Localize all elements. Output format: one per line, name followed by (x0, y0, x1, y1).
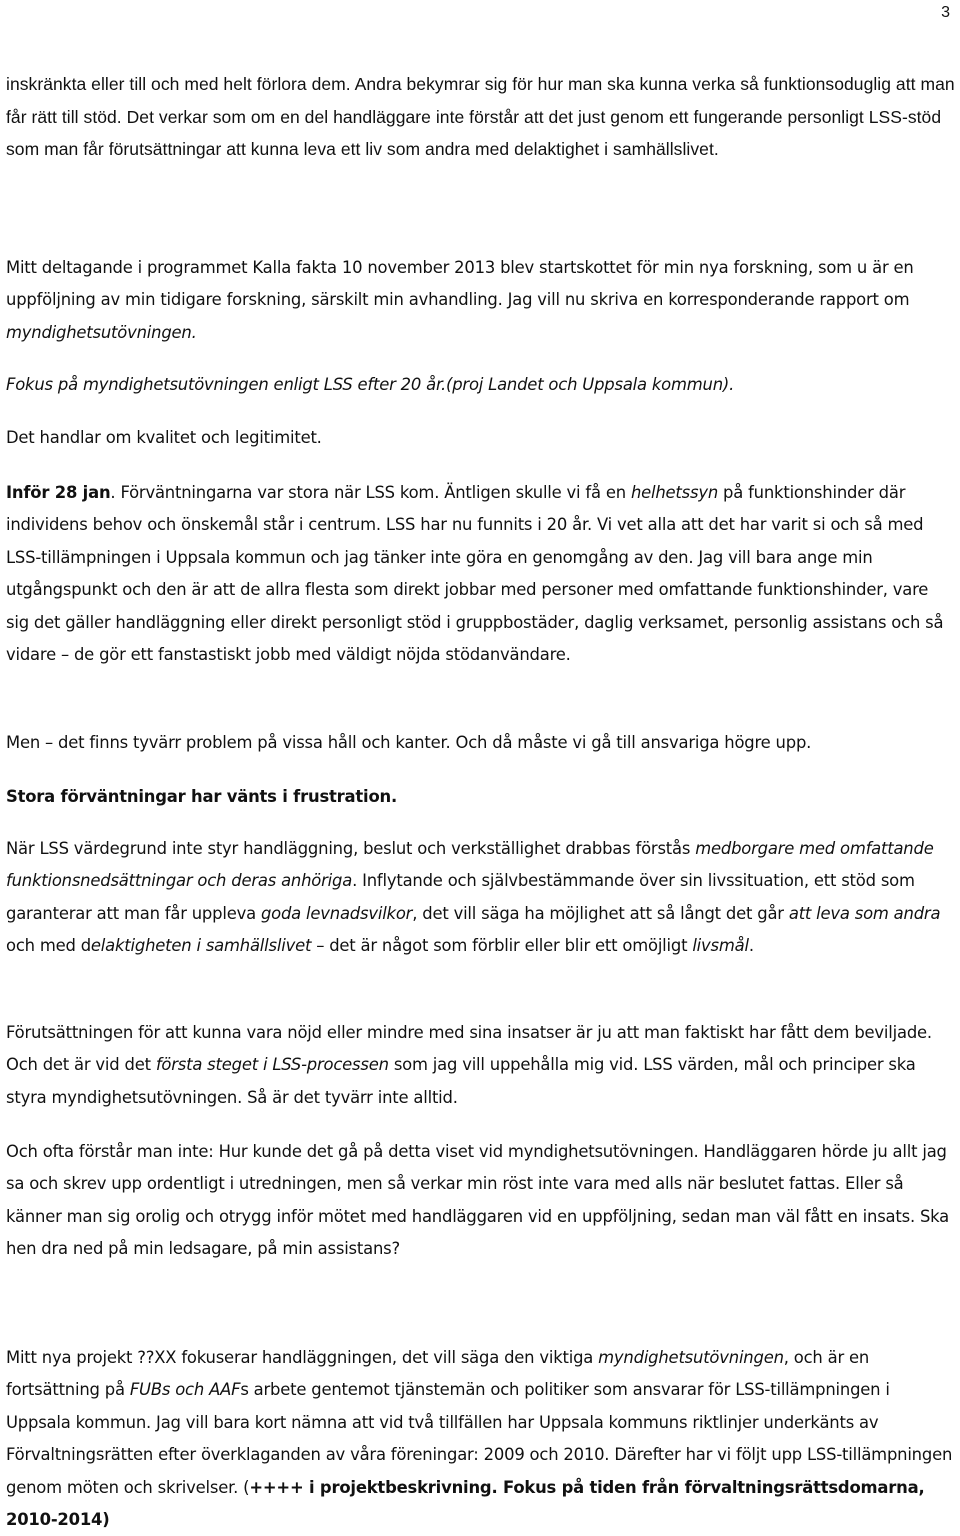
italic-text: myndighetsutövningen. (6, 322, 197, 342)
italic-text: att leva som andra (788, 903, 941, 923)
paragraph-mitt-nya-projekt (6, 1342, 956, 1536)
italic-text: FUBs och AAF (129, 1380, 241, 1400)
paragraph-stora-forvantningar: Stora förväntningar har vänts i frustration. (6, 787, 397, 806)
italic-text: helhetssyn (630, 483, 719, 502)
italic-text: myndighetsutövningen (598, 1348, 784, 1367)
paragraph-text: – det är något som förblir eller blir ett omöjligt (311, 936, 693, 956)
paragraph-text: Mitt nya projekt ??XX fokuserar handläggningen, det vill säga den viktiga (6, 1348, 599, 1367)
paragraph-text: . Förväntningarna var stora när LSS kom. Äntligen skulle vi få en (110, 483, 631, 502)
paragraph-lss-vardegrund (6, 833, 956, 963)
paragraph-text: som jag vill uppehålla mig vid. LSS värden, mål och principer ska styra myndighetsutövningen. Så är det tyvärr inte alltid. (6, 1055, 916, 1107)
paragraph-men: Men – det finns tyvärr problem på vissa håll och kanter. Och då måste vi gå till ansvariga högre upp. (6, 733, 812, 752)
paragraph-text: , och är en fortsättning på (6, 1348, 870, 1400)
italic-text: livsmål (692, 936, 749, 956)
bold-text: ++++ i projektbeskrivning. Fokus på tiden från förvaltningsrättsdomarna, 2010-2014) (6, 1477, 925, 1530)
paragraph-intro: inskränkta eller till och med helt förlora dem. Andra bekymrar sig för hur man ska kunna verka så funktionsoduglig att man får rätt till stöd. Det verkar som om en del handläggare inte förstår att det just genom ett fungerande personligt LSS-stöd som man får förutsättningar att kunna leva ett liv som andra med delaktighet i samhällslivet. (6, 74, 955, 160)
paragraph-kvalitet: Det handlar om kvalitet och legitimitet. (6, 428, 322, 447)
paragraph-text: på funktionshinder där individens behov och önskemål står i centrum. LSS har nu funnits i 20 år. Vi vet alla att det har varit si och så med LSS-tillämpningen i Uppsala kommun och jag tänker inte göra en genomgång av den. Jag vill bara ange min utgångspunkt och den är att de allra flesta som direkt jobbar med personer med omfattande funktionshinder, vare sig det gäller handläggning eller direkt personligt stöd i gruppbostäder, daglig verksamet, personlig assistans och så vidare – de gör ett fanstastiskt jobb med väldigt nöjda stödanvändare. (6, 483, 944, 665)
italic-text: elaktigheten i samhällslivet (90, 936, 312, 956)
paragraph-text: Förutsättningen för att kunna vara nöjd eller mindre med sina insatser är ju att man faktiskt har fått dem beviljade. Och det är vid det (6, 1023, 932, 1075)
paragraph-och-ofta: Och ofta förstår man inte: Hur kunde det gå på detta viset vid myndighetsutövningen. Handläggaren hörde ju allt jag sa och skrev upp ordentligt i utredningen, men så verkar min röst inte vara med alls när beslutet fattas. Eller så känner man sig orolig och otrygg inför mötet med handläggaren vid en uppföljning, sedan man väl fått en insats. Ska hen dra ned på min ledsagare, på min assistans? (6, 1142, 950, 1259)
paragraph-text: . Inflytande och självbestämmande över sin livssituation, ett stöd som garanterar att man får uppleva (6, 871, 915, 923)
paragraph-text: . (748, 936, 754, 956)
paragraph-text: När LSS värdegrund inte styr handläggning, beslut och verkställighet drabbas förstås (6, 839, 696, 858)
italic-text: medborgare med omfattande funktionsnedsättningar och deras anhöriga (6, 839, 934, 891)
paragraph-text: och med d (6, 936, 91, 956)
bold-text: Inför 28 jan (6, 483, 111, 502)
italic-text: första steget i LSS-processen (155, 1055, 389, 1075)
paragraph-forutsattningen (6, 1017, 956, 1114)
paragraph-fokus: Fokus på myndighetsutövningen enligt LSS efter 20 år.(proj Landet och Uppsala kommun). (6, 375, 735, 394)
paragraph-text: , det vill säga ha möjlighet att så långt det går (412, 903, 789, 923)
paragraph-kalla-fakta (6, 252, 956, 349)
italic-text: goda levnadsvilkor (260, 903, 413, 923)
paragraph-infor-28-jan (6, 477, 956, 671)
paragraph-text: Mitt deltagande i programmet Kalla fakta 10 november 2013 blev startskottet för min nya forskning, som u är en uppföljning av min tidigare forskning, särskilt min avhandling. Jag vill nu skriva en korresponderande rapport om (6, 258, 914, 310)
paragraph-text: s arbete gentemot tjänstemän och politiker som ansvarar för LSS-tillämpningen i Uppsala kommun. Jag vill bara kort nämna att vid två tillfällen har Uppsala kommuns riktlinjer underkänts av Förvaltningsrätten efter överklaganden av våra föreningar: 2009 och 2010. Därefter har vi följt upp LSS-tillämpningen genom möten och skrivelser. ( (6, 1380, 953, 1497)
page-number: 3 (941, 4, 950, 21)
